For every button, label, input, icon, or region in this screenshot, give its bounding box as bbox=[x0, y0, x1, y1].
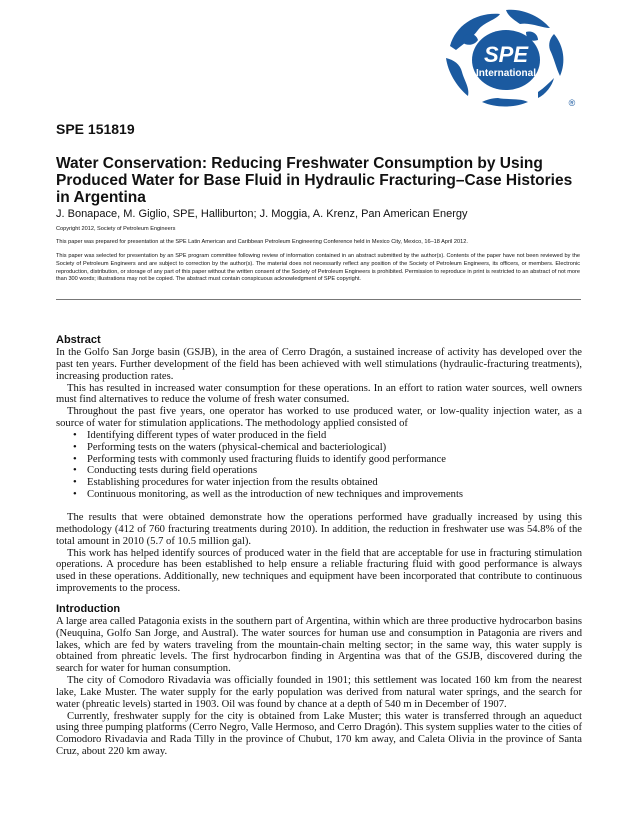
list-item-text: Performing tests with commonly used fracturing fluids to identify good performance bbox=[87, 453, 446, 465]
methodology-list bbox=[56, 430, 582, 501]
logo-bottom-text: International bbox=[475, 68, 537, 79]
list-item-text: Establishing procedures for water injection from the results obtained bbox=[87, 477, 378, 489]
abstract-paragraph: This work has helped identify sources of produced water in the field that are acceptable for use in fracturing stimulation operations. A procedure has been established to help ensure a reliable fracturing fluid with good performance is always used in these operations. Additionally, new techniques and equipment have been incorporated that contribute to continuous improvements to the process. bbox=[56, 547, 582, 595]
spe-international-logo bbox=[426, 6, 584, 110]
abstract-section bbox=[56, 333, 582, 595]
list-item bbox=[56, 442, 582, 454]
registered-mark: ® bbox=[568, 98, 576, 108]
list-item-text: Identifying different types of water produced in the field bbox=[87, 429, 327, 441]
list-item-text: Performing tests on the waters (physical-chemical and bacteriological) bbox=[87, 441, 387, 453]
abstract-paragraph: The results that were obtained demonstrate how the operations performed have gradually increased by using this methodology (412 of 760 fracturing treatments during 2010). In addition, the reduction in freshwater use was 54.8% of the total amount in 2010 (5.7 of 10.5 million gal). bbox=[56, 511, 582, 547]
abstract-paragraph: Throughout the past five years, one operator has worked to use produced water, or low-quality injection water, as a source of water for stimulation applications. The methodology applied consisted of bbox=[56, 406, 582, 430]
header-divider bbox=[56, 299, 581, 300]
bullet-icon: • bbox=[73, 429, 77, 441]
introduction-paragraph: The city of Comodoro Rivadavia was officially founded in 1901; this settlement was located 160 km from the nearest lake, Lake Muster. The water supply for the early population was derived from natural water springs, and the search for water (phreatic levels) started in 1903. Oil was found by chance at a depth of 540 m in December of 1907. bbox=[56, 675, 582, 710]
list-item bbox=[56, 465, 582, 477]
spacer bbox=[56, 595, 582, 602]
presentation-notice: This paper was prepared for presentation at the SPE Latin American and Caribbean Petroleum Engineering Conference held in Mexico City, Mexico, 16–18 April 2012. bbox=[56, 239, 468, 245]
bullet-icon: • bbox=[73, 441, 77, 453]
abstract-heading: Abstract bbox=[56, 334, 101, 346]
abstract-paragraph: This has resulted in increased water consumption for these operations. In an effort to ration water sources, well owners must find alternatives to reduce the volume of fresh water consumed. bbox=[56, 382, 582, 406]
list-item bbox=[56, 454, 582, 466]
paper-title: Water Conservation: Reducing Freshwater Consumption by Using Produced Water for Base Fluid in Hydraulic Fracturing–Case Histories in Argentina bbox=[56, 155, 573, 206]
paper-body bbox=[56, 333, 582, 758]
copyright-notice: Copyright 2012, Society of Petroleum Engineers bbox=[56, 226, 176, 232]
spacer bbox=[56, 501, 582, 512]
authors: J. Bonapace, M. Giglio, SPE, Halliburton; J. Moggia, A. Krenz, Pan American Energy bbox=[56, 208, 468, 220]
list-item-text: Conducting tests during field operations bbox=[87, 465, 258, 477]
review-disclaimer: This paper was selected for presentation by an SPE program committee following review of information contained in an abstract submitted by the author(s). Contents of the paper have not been reviewed by the Society of Petroleum Engineers and are subject to correction by the author(s). The material does not necessarily reflect any position of the Society of Petroleum Engineers, its officers, or members. Electronic reproduction, distribution, or storage of any part of this paper without the written consent of the Society of Petroleum Engineers is prohibited. Permission to reproduce in print is restricted to an abstract of not more than 300 words; illustrations may not be copied. The abstract must contain conspicuous acknowledgment of SPE copyright. bbox=[56, 253, 580, 283]
list-item bbox=[56, 489, 582, 501]
introduction-paragraph: A large area called Patagonia exists in the southern part of Argentina, within which are three productive hydrocarbon basins (Neuquina, Golfo San Jorge, and Austral). The water sources for human use and consumption in Patagonia are rivers and lakes, which are fed by waters traveling from the mountain-chain melting sector; in the same way, this water supply is obtained from phreatic levels. The first hydrocarbon finding in Argentina was that of the GSJB, discovered during the search for water for human consumption. bbox=[56, 615, 582, 675]
list-item bbox=[56, 477, 582, 489]
logo-top-text: SPE bbox=[483, 42, 529, 67]
bullet-icon: • bbox=[73, 465, 77, 477]
introduction-heading: Introduction bbox=[56, 602, 121, 615]
list-item-text: Continuous monitoring, as well as the introduction of new techniques and improvements bbox=[87, 489, 464, 501]
bullet-icon: • bbox=[73, 489, 77, 501]
abstract-paragraph: In the Golfo San Jorge basin (GSJB), in the area of Cerro Dragón, a sustained increase of activity has developed over the past ten years. Further development of the field has been achieved with well stimulations (hydraulic-fracturing treatments), increasing production rates. bbox=[56, 347, 582, 382]
list-item bbox=[56, 430, 582, 442]
introduction-section bbox=[56, 602, 582, 758]
globe-logo-icon bbox=[426, 6, 584, 110]
bullet-icon: • bbox=[73, 477, 77, 489]
paper-id: SPE 151819 bbox=[56, 121, 135, 137]
bullet-icon: • bbox=[73, 453, 77, 465]
introduction-paragraph: Currently, freshwater supply for the city is obtained from Lake Muster; this water is transferred through an aqueduct using three pumping platforms (Cerro Negro, Valle Hermoso, and Cerro Dragón). This system supplies water to the cities of Comodoro Rivadavia and Rada Tilly in the province of Chubut, 170 km away, and Caleta Olivia in the province of Santa Cruz, about 220 km away. bbox=[56, 710, 582, 758]
